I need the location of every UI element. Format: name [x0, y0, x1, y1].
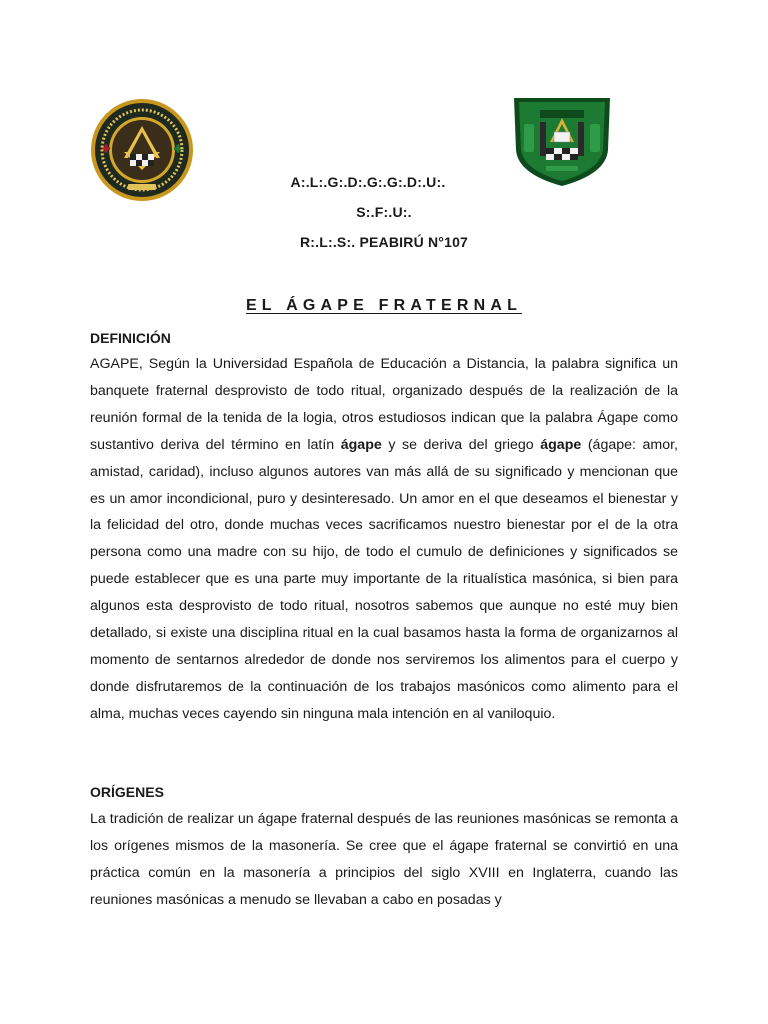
definicion-paragraph: AGAPE, Según la Universidad Española de Educación a Distancia, la palabra significa un banquete fraternal desprovisto de todo ritual, organizado después de la realización de la reunión formal de la tenida de la logia, otros estudiosos indican que la palabra Ágape como sustantivo deriva del término en latín ágape y se deriva del griego ágape (ágape: amor, amistad, caridad), incluso algunos autores van más allá de su significado y mencionan que es un amor incondicional, puro y desinteresado. Un amor en el que deseamos el bienestar y la felicidad del otro, donde muchas veces sacrificamos nuestro bienestar por el de la otra persona como una madre con su hijo, de todo el cumulo de definiciones y significados se puede establecer que es una parte muy importante de la ritualística masónica, si bien para algunos esta desprovisto de todo ritual, nosotros sabemos que aunque no esté muy bien detallado, si existe una disciplina ritual en la cual basamos hasta la forma de organizarnos al momento de sentarnos alrededor de donde nos serviremos los alimentos para el cuerpo y donde disfrutaremos de la continuación de los trabajos masónicos como alimento para el alma, muchas veces cayendo sin ninguna mala intención en al vaniloquio. [90, 356, 678, 722]
lodge-name-line: R:.L:.S:. PEABIRÚ N°107 [299, 234, 469, 250]
section-heading-origenes: ORÍGENES [90, 784, 164, 800]
document-title: EL ÁGAPE FRATERNAL [245, 297, 523, 314]
origenes-paragraph: La tradición de realizar un ágape fraternal después de las reuniones masónicas se remonta a los orígenes mismos de la masonería. Se cree que el ágape fraternal se convirtió en una práctica común en la masonería a principios del siglo XVIII en Inglaterra, cuando las reuniones masónicas a menudo se llevaban a cabo en posadas y [90, 811, 678, 908]
lodge-salutation-line: S:.F:.U:. [356, 204, 412, 220]
bold-term-greek: ágape [540, 436, 582, 453]
bold-term-latin: ágape [340, 436, 382, 453]
section-heading-definicion: DEFINICIÓN [90, 330, 171, 346]
lodge-invocation-line: A:.L:.G:.D:.G:.G:.D:.U:. [290, 174, 446, 190]
